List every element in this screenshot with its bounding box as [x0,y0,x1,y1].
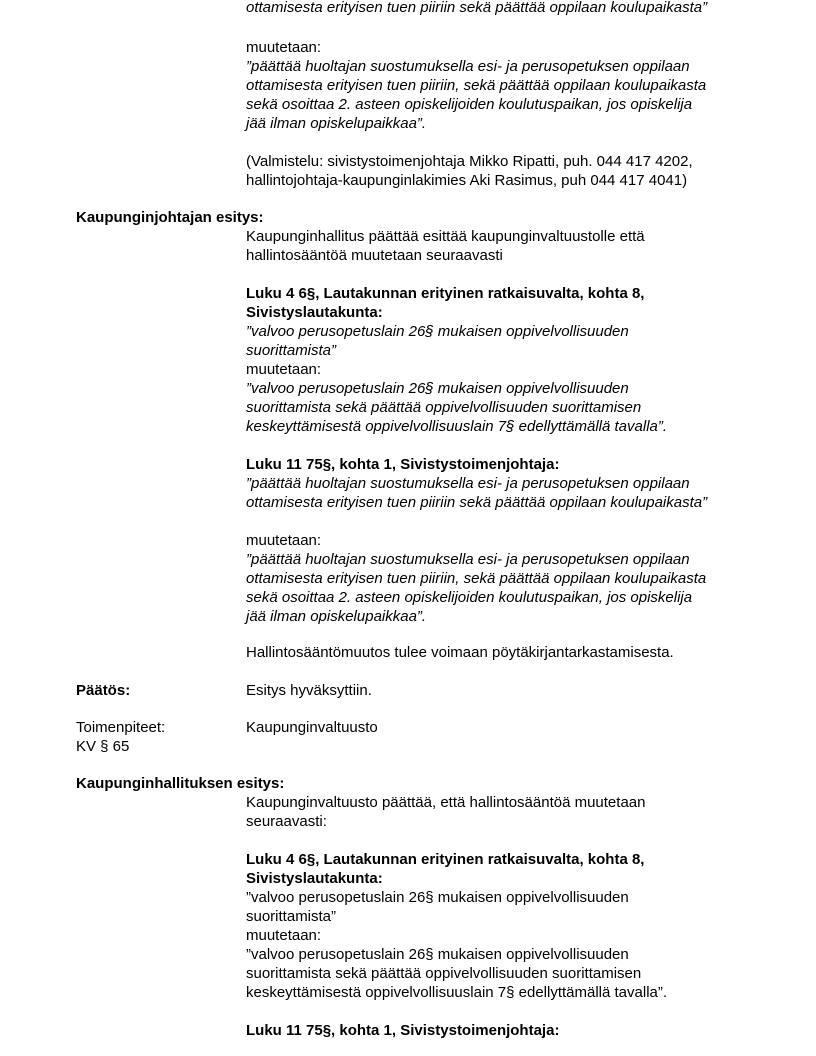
kj-luku11-new-line: ottamisesta erityisen tuen piiriin, sekä päättää oppilaan koulupaikasta [246,570,707,587]
toimenpiteet-text: Kaupunginvaltuusto [246,719,378,736]
kh-luku11-heading: Luku 11 75§, kohta 1, Sivistystoimenjohtaja: [246,1022,560,1039]
kh-luku4-old-line: suorittamista” [246,908,337,925]
kj-luku11-heading: Luku 11 75§, kohta 1, Sivistystoimenjohtaja: [246,456,560,473]
kj-intro-line: Kaupunginhallitus päättää esittää kaupunginvaltuustolle että [246,228,645,245]
kv-paragraph: KV § 65 [76,738,130,755]
toimenpiteet-label: Toimenpiteet: [76,719,166,736]
kj-luku4-old-line: suorittamista” [246,342,337,359]
top-amend-line: ”päättää huoltajan suostumuksella esi- ja perusopetuksen oppilaan [246,58,690,75]
kj-luku11-old-line: ottamisesta erityisen tuen piiriin sekä päättää oppilaan koulupaikasta” [246,494,708,511]
top-continuation-line: ottamisesta erityisen tuen piiriin sekä päättää oppilaan koulupaikasta” [246,0,708,16]
top-amend-line: jää ilman opiskelupaikkaa”. [246,115,427,132]
kh-intro-line: seuraavasti: [246,813,327,830]
kaupunginhallituksen-esitys-heading: Kaupunginhallituksen esitys: [76,775,285,792]
kj-luku4-heading: Sivistyslautakunta: [246,304,383,321]
valmistelu-line: hallintojohtaja-kaupunginlakimies Aki Rasimus, puh 044 417 4041) [246,172,688,189]
kh-luku4-muutetaan: muutetaan: [246,927,322,944]
kj-luku4-new-line: ”valvoo perusopetuslain 26§ mukaisen oppivelvollisuuden [246,380,629,397]
kj-luku11-new-line: jää ilman opiskelupaikkaa”. [246,608,427,625]
kh-luku4-new-line: suorittamista sekä päättää oppivelvollisuuden suorittamisen [246,965,642,982]
kj-voimaan: Hallintosääntömuutos tulee voimaan pöytäkirjantarkastamisesta. [246,644,674,661]
kj-luku11-muutetaan: muutetaan: [246,532,322,549]
paatos-text: Esitys hyväksyttiin. [246,682,372,699]
kj-luku4-new-line: keskeyttämisestä oppivelvollisuuslain 7§ edellyttämällä tavalla”. [246,418,668,435]
top-amend-line: ottamisesta erityisen tuen piiriin, sekä päättää oppilaan koulupaikasta [246,77,707,94]
kh-intro-line: Kaupunginvaltuusto päättää, että hallintosääntöä muutetaan [246,794,646,811]
top-amend-line: sekä osoittaa 2. asteen opiskelijoiden koulutuspaikan, jos opiskelija [246,96,693,113]
kh-luku4-heading: Sivistyslautakunta: [246,870,383,887]
valmistelu-line: (Valmistelu: sivistystoimenjohtaja Mikko Ripatti, puh. 044 417 4202, [246,153,693,170]
kj-luku4-muutetaan: muutetaan: [246,361,322,378]
kh-luku4-new-line: keskeyttämisestä oppivelvollisuuslain 7§ edellyttämällä tavalla”. [246,984,668,1001]
kj-luku4-heading: Luku 4 6§, Lautakunnan erityinen ratkaisuvalta, kohta 8, [246,285,645,302]
kh-luku4-new-line: ”valvoo perusopetuslain 26§ mukaisen oppivelvollisuuden [246,946,629,963]
kj-intro-line: hallintosääntöä muutetaan seuraavasti [246,247,503,264]
kj-luku11-old-line: ”päättää huoltajan suostumuksella esi- ja perusopetuksen oppilaan [246,475,690,492]
kj-luku11-new-line: ”päättää huoltajan suostumuksella esi- ja perusopetuksen oppilaan [246,551,690,568]
kj-luku11-new-line: sekä osoittaa 2. asteen opiskelijoiden koulutuspaikan, jos opiskelija [246,589,693,606]
paatos-label: Päätös: [76,682,131,699]
kj-luku4-old-line: ”valvoo perusopetuslain 26§ mukaisen oppivelvollisuuden [246,323,629,340]
kh-luku4-heading: Luku 4 6§, Lautakunnan erityinen ratkaisuvalta, kohta 8, [246,851,645,868]
kj-luku4-new-line: suorittamista sekä päättää oppivelvollisuuden suorittamisen [246,399,642,416]
kh-luku4-old-line: ”valvoo perusopetuslain 26§ mukaisen oppivelvollisuuden [246,889,629,906]
top-muutetaan: muutetaan: [246,39,322,56]
kaupunginjohtajan-esitys-heading: Kaupunginjohtajan esitys: [76,209,264,226]
